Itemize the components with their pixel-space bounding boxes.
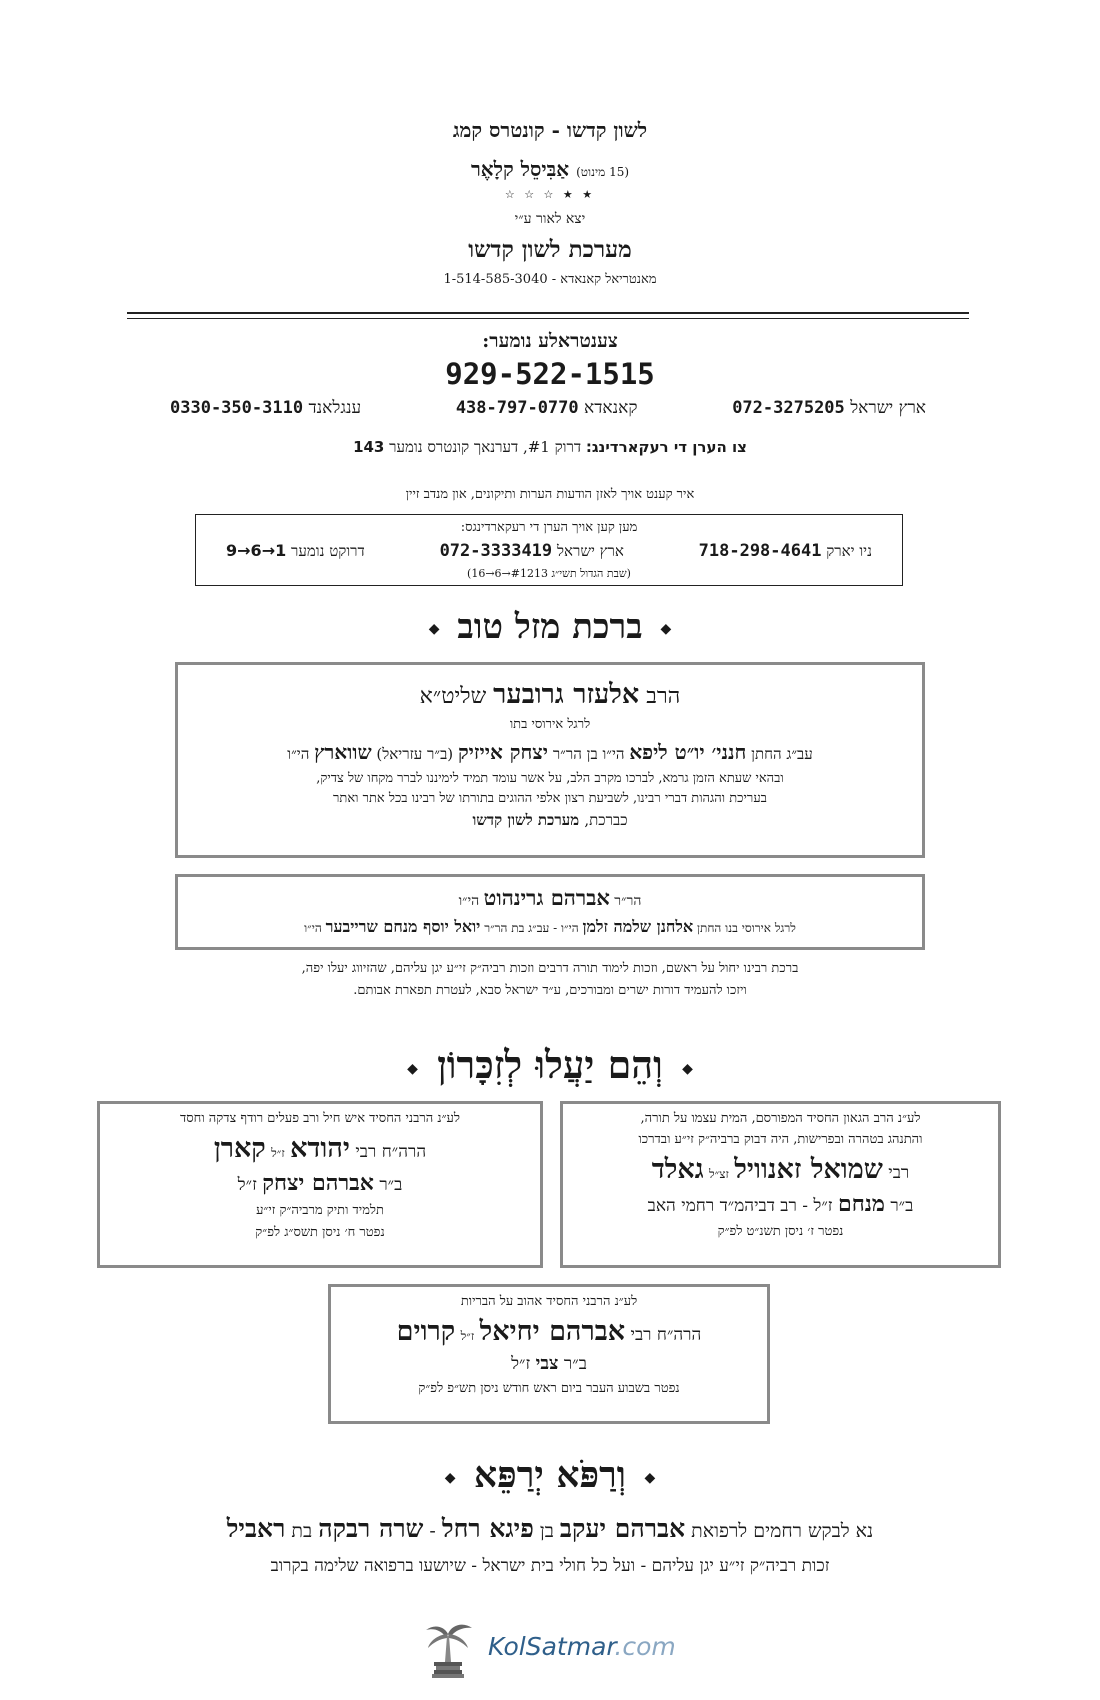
refuah-title: ◆ וְרַפֹּא יְרַפֵּא ◆ [444,1454,656,1496]
diamond-icon: ◆ [660,621,672,637]
org-name: מערכת לשון קדשו [468,236,632,263]
memorial-name: הרה״ח רבי אברהם יחיאל ז״ל קרוים [396,1316,702,1347]
recording-instructions: צו הערן די רעקארדינג: דרוק #1, דערנאך קונטרס נומער 143 [353,438,747,456]
topic-title: אַבִּיסֵל קלָאֶר [470,157,570,181]
kolsatmar-logo[interactable] [418,1618,698,1678]
memorial-name: הרה״ח רבי יהודא ז״ל קארן [213,1133,427,1164]
memorial-father: ב״ר מנחם ז״ל - רב דביהמ״ד רחמי האב [647,1191,914,1217]
memorial-box-gold [560,1101,1001,1268]
difficulty-stars: ★ ★ ☆ ☆ ☆ [504,188,596,201]
phone-israel: ארץ ישראל 072-3275205 [732,398,926,418]
header [0,118,1100,287]
booklet-title: לשון קדשו - קונטרס קמג [452,118,648,142]
phone-numbers [170,398,926,418]
mazel-tov-1-signature: כברכת, מערכת לשון קדשו [472,811,628,829]
diamond-icon: ◆ [407,1060,418,1077]
palm-tree-icon [418,1618,478,1680]
central-number-block [0,330,1100,391]
memorial-title: ◆ וְהֵם יַעֲלוּ לְזִכָּרוֹן ◆ [407,1042,693,1087]
divider [127,318,969,319]
org-address: מאנטריאל קאנאדא - 1-514-585-3040 [443,272,657,287]
memorial-intro: לע״נ הרבני החסיד איש חיל ורב פעלים רודף צדקה וחסד [180,1111,460,1126]
refuah-blessing: זכות רביה״ק זי״ע יגן עליהם - ועל כל חולי בית ישראל - שיושעו ברפואה שלימה בקרוב [270,1556,830,1576]
blessing-text: ברכת רבינו יחול על ראשם, וזכות לימוד תורה דרבים וזכות רביה״ק זי״ע יגן עליהם, שהזיווג יעלו יפה, ויזכו להעמיד דורות ישרים ומבורכים, ע״ד ישראל סבא, לעטרת תפארת אבותם. [301,961,799,998]
listen-il: ארץ ישראל 072-3333419 [439,541,624,561]
memorial-father: ב״ר אברהם יצחק ז״ל [237,1170,403,1196]
diamond-icon: ◆ [682,1060,693,1077]
memorial-box-karen [97,1101,543,1268]
listen-box [195,514,903,586]
diamond-icon: ◆ [444,1470,456,1486]
mazel-tov-box-2 [175,874,925,950]
memorial-intro: לע״נ הרב הגאון החסיד המפורסם, המית עצמו על תורה, והתנהג בטהרה ובפרישות, היה דבוק ברביה״ק זי״ע ובדרכו [638,1111,923,1147]
listen-note: (שבת הגדול תשי״ג #1213→6→16) [467,567,631,580]
mazel-tov-2-details: לרגל אירוסי בנו החתן אלחנן שלמה זלמן הי״ו - עב״ג בת הר״ר יואל יוסף מנחם שרייבער הי״ו [304,917,796,936]
logo-text: KolSatmar.com [488,1632,676,1661]
diamond-icon: ◆ [428,621,440,637]
memorial-name: רבי שמואל זאנוויל זצ״ל גאלד [651,1154,910,1185]
mazel-tov-1-title: הרב אלעזר גרובער שליט״א [419,679,681,710]
notes-line: איר קענט אויך לאזן הודעות הערות ותיקונים, און מנדב זיין [405,487,695,502]
refuah-names: נא לבקש רחמים לרפואת אברהם יעקב בן פיגא רחל - שרה רבקה בת ראביל [226,1514,874,1543]
diamond-icon: ◆ [644,1470,656,1486]
mazel-tov-2-title: הר״ר אברהם גרינהוט הי״ו [458,885,642,910]
divider [127,312,969,314]
listen-title: מען קען אויך הערן די רעקארדינגס: [460,520,638,535]
listen-press: דרוקט נומער 9→6→1 [226,541,365,560]
mazel-tov-1-groom: עב״ג החתן חנני׳ יו״ט ליפא הי״ו בן הר״ר יצחק אייזיק (ב״ר עזריאל) שווארץ הי״ו [287,740,813,764]
mazel-tov-box-1 [175,662,925,858]
memorial-father: ב״ר צבי ז״ל [511,1353,587,1374]
duration: (15 מינוט) [576,165,630,179]
booklet-subtitle [0,157,1100,182]
listen-ny: ניו יארק 718-298-4641 [698,541,872,561]
mazel-tov-1-text: ובהאי שעתא הזמן גרמא, לברכו מקרב הלב, על אשר עומד תמיד לימיננו לברר מקחו של צדיק, בעריכת והגהות דברי רבינו, לשביעת רצון אלפי ההוגים בתורתו של רבינו בכל אתר ואתר [316,771,784,806]
listen-row [226,541,872,561]
memorial-intro: לע״נ הרבני החסיד אהוב על הבריות [460,1294,638,1309]
mazel-tov-title: ◆ ברכת מזל טוב ◆ [428,607,672,647]
mazel-tov-1-occasion: לרגל אירוסי בתו [509,717,591,732]
published-by: יצא לאור ע״י [514,211,586,227]
phone-england: ענגלאנד 0330-350-3110 [170,398,362,418]
phone-canada: קאנאדא 438-797-0770 [455,398,638,418]
memorial-details: תלמיד ותיק מרביה״ק זי״ע נפטר ח׳ ניסן תשס״ג לפ״ק [255,1203,385,1240]
central-number: 929-522-1515 [445,357,655,391]
memorial-box-kroim [328,1284,770,1424]
central-label: צענטראלע נומער: [482,330,618,352]
memorial-died: נפטר בשבוע העבר ביום ראש חודש ניסן תש״פ לפ״ק [418,1381,680,1396]
memorial-died: נפטר ז׳ ניסן תשנ״ט לפ״ק [717,1224,844,1239]
